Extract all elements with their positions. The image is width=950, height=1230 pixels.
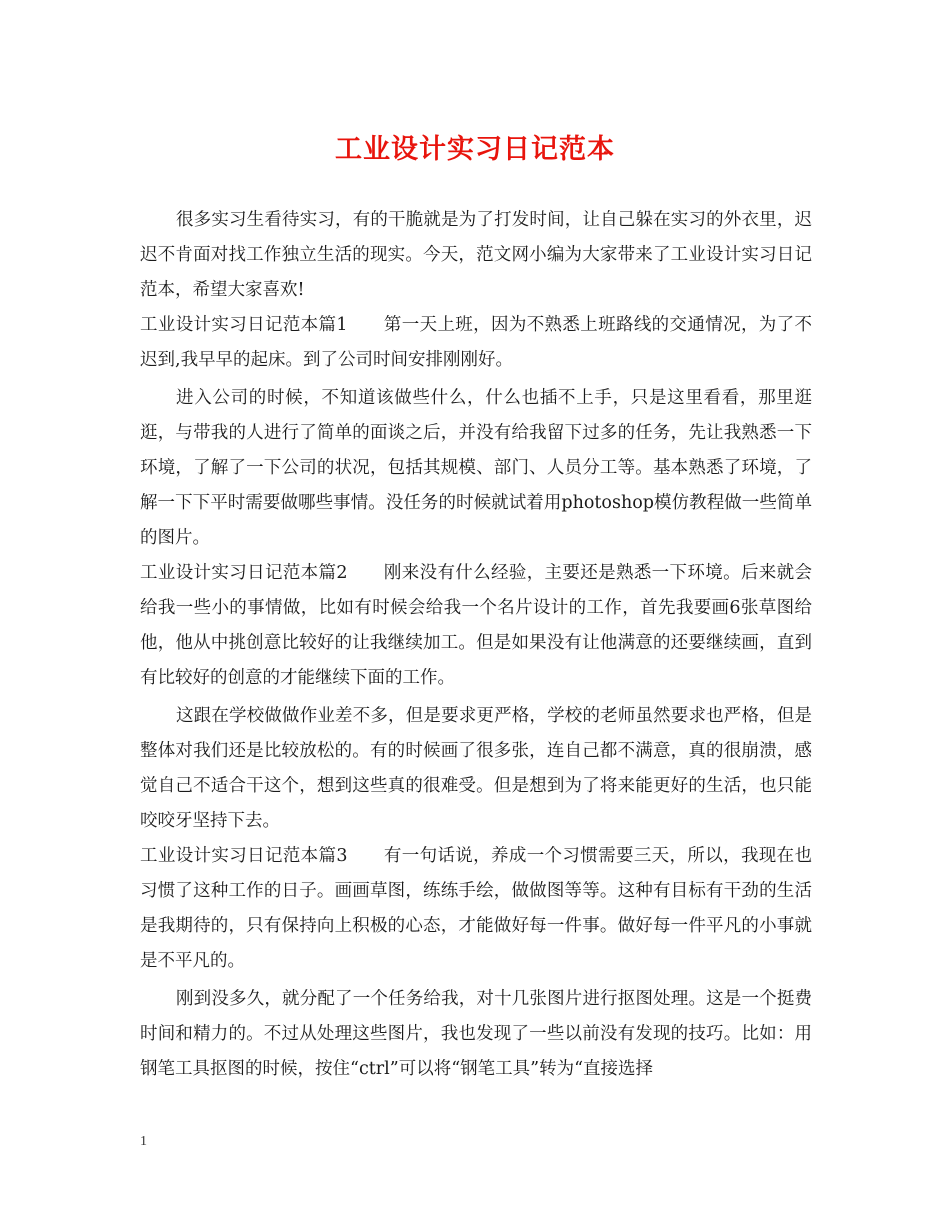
document-body: [140, 203, 812, 1087]
page-number: 1: [140, 1134, 147, 1149]
document-title: 工业设计实习日记范本: [335, 134, 615, 165]
section-2-paragraph: 这跟在学校做做作业差不多，但是要求更严格，学校的老师虽然要求也严格，但是整体对我们还是比较放松的。有的时候画了很多张，连自己都不满意，真的很崩溃，感觉自己不适合干这个，想到这些真的很难受。但是想到为了将来能更好的生活，也只能咬咬牙坚持下去。: [140, 706, 812, 831]
section-3-heading: 工业设计实习日记范本篇3: [140, 846, 348, 866]
section-1-lead-paragraph: [140, 308, 812, 378]
section-1-lead: 第一天上班，因为不熟悉上班路线的交通情况，为了不迟到,我早早的起床。到了公司时间安排刚刚好。: [140, 315, 813, 370]
section-3-paragraph-text: 刚到没多久，就分配了一个任务给我，对十几张图片进行抠图处理。这是一个挺费时间和精力的。不过从处理这些图片，我也发现了一些以前没有发现的技巧。: [140, 989, 812, 1044]
section-3-lead-paragraph: [140, 839, 812, 979]
section-3-paragraph: [140, 982, 812, 1087]
intro-paragraph: 很多实习生看待实习，有的干脆就是为了打发时间，让自己躲在实习的外衣里，迟迟不肯面对找工作独立生活的现实。今天，范文网小编为大家带来了工业设计实习日记范本，希望大家喜欢!: [140, 210, 812, 300]
section-3-lead: 有一句话说，养成一个习惯需要三天，所以，我现在也习惯了这种工作的日子。画画草图，练练手绘，做做图等等。这种有目标有干劲的生活是我期待的，只有保持向上积极的心态，才能做好每一件事。做好每一件平凡的小事就是不平凡的。: [140, 846, 813, 971]
section-1-heading: 工业设计实习日记范本篇1: [140, 315, 348, 335]
section-2-lead: 刚来没有什么经验，主要还是熟悉一下环境。后来就会给我一些小的事情做，比如有时候会给我一个名片设计的工作，首先我要画6张草图给他，他从中挑创意比较好的让我继续加工。但是如果没有让他满意的还要继续画，直到有比较好的创意的才能继续下面的工作。: [140, 563, 813, 688]
section-2-lead-paragraph: [140, 556, 812, 696]
section-2-heading: 工业设计实习日记范本篇2: [140, 563, 348, 583]
section-1-paragraph: 进入公司的时候，不知道该做些什么，什么也插不上手，只是这里看看，那里逛逛，与带我的人进行了简单的面谈之后，并没有给我留下过多的任务，先让我熟悉一下环境，了解了一下公司的状况，包括其规模、部门、人员分工等。基本熟悉了环境，了解一下下平时需要做哪些事情。没任务的时候就试着用photoshop模仿教程做一些简单的图片。: [140, 388, 812, 548]
section-3-paragraph-continuation: 比如：用钢笔工具抠图的时候，按住“ctrl”可以将“钢笔工具”转为“直接选择: [140, 1024, 813, 1079]
